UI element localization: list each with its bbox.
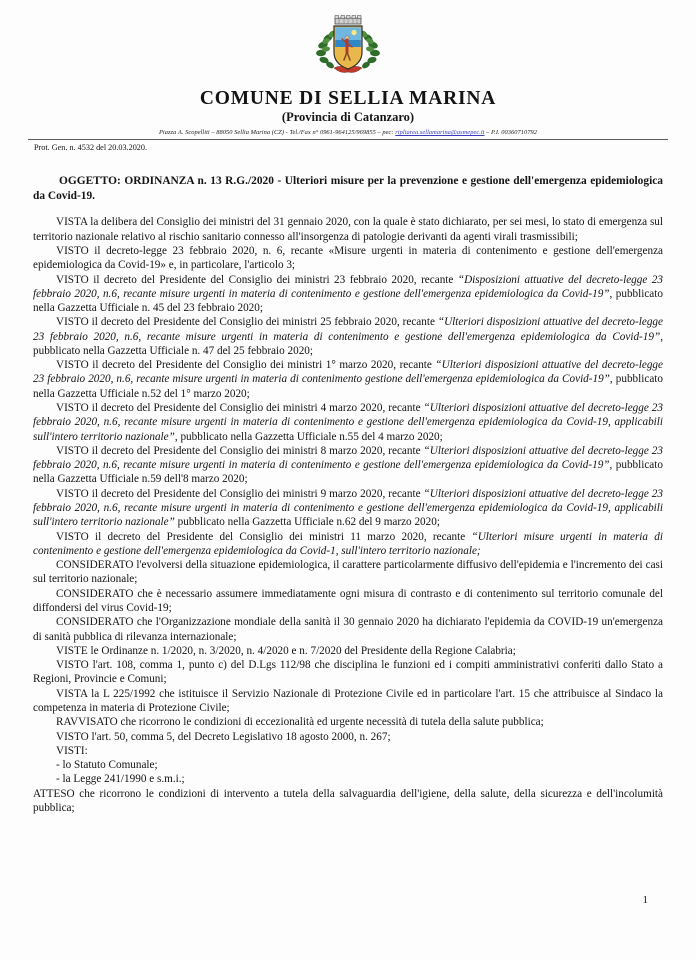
pec-email-link[interactable]: ripliarea.sellamarina@asmepec.it [395, 129, 485, 137]
paragraph-ravvisato: RAVVISATO che ricorrono le condizioni di eccezionalità ed urgente necessità di tutela della salute pubblica; [56, 716, 544, 729]
header-divider [28, 139, 668, 140]
paragraph-visti-statuto: - lo Statuto Comunale; [56, 759, 158, 772]
paragraph-vista-delibera: VISTA la delibera del Consiglio dei ministri del 31 gennaio 2020, con la quale è stato dichiarato, per sei mesi, lo stato di emergenza sul territorio nazionale relativo al rischio sanitario connesso all'insorgenza di patologie derivanti da agenti virali trasmissibili; [33, 216, 663, 243]
paragraph-vista-l225: VISTA la L 225/1992 che istituisce il Servizio Nazionale di Protezione Civile ed in particolare l'art. 15 che attribuisce al Sindaco la competenza in materia di Protezione Civile; [33, 687, 663, 714]
paragraph-viste-ordinanze: VISTE le Ordinanze n. 1/2020, n. 3/2020, n. 4/2020 e n. 7/2020 del Presidente della Regione Calabria; [56, 644, 516, 657]
coat-of-arms-icon [310, 14, 386, 84]
paragraph-visto-dpcm-9-marzo: VISTO il decreto del Presidente del Consiglio dei ministri 9 marzo 2020, recante “Ulteriori disposizioni attuative del decreto-legge 23 febbraio 2020, n.6, recante misure urgenti in materia di contenimento e gestione dell'emergenza epidemiologica da Covid-19, applicabili sull'intero territorio nazionale” pubblicato nella Gazzetta Ufficiale n.62 del 9 marzo 2020; [33, 487, 663, 529]
provincia-subtitle: (Provincia di Catanzaro) [281, 110, 415, 125]
paragraph-atteso: ATTESO che ricorrono le condizioni di intervento a tutela della salvaguardia dell'igiene, della salute, della sicurezza e dell'incolumità pubblica; [33, 787, 663, 814]
page-title: COMUNE DI SELLIA MARINA [199, 88, 497, 109]
paragraph-visto-dpcm-11-marzo: VISTO il decreto del Presidente del Consiglio dei ministri 11 marzo 2020, recante “Ulteriori misure urgenti in materia di contenimento e gestione dell'emergenza epidemiologica da Covid-1, sull'intero territorio nazionale; [33, 530, 663, 557]
paragraph-visto-art-108: VISTO l'art. 108, comma 1, punto c) del D.Lgs 112/98 che disciplina le funzioni ed i compiti amministrativi conferiti dallo Stato a Regioni, Provincie e Comuni; [33, 659, 663, 686]
letterhead [0, 0, 696, 152]
paragraph-considerato-necessario: CONSIDERATO che è necessario assumere immediatamente ogni misura di contrasto e di contenimento sul territorio comunale del diffondersi del virus Covid-19; [33, 587, 663, 614]
address-prefix: Piazza A. Scopelliti – 88050 Sellia Marina (CZ) - Tel./Fax n° 0961-964125/969855 – pec: [158, 129, 396, 137]
paragraph-visti: VISTI: [56, 744, 88, 757]
paragraph-visto-dpcm-25-febbraio: VISTO il decreto del Presidente del Consiglio dei ministri 25 febbraio 2020, recante “Ulteriori disposizioni attuative del decreto-legge 23 febbraio 2020, n.6, recante misure urgenti in materia di contenimento e gestione dell'emergenza epidemiologica da Covid-19”, pubblicato nella Gazzetta Ufficiale n. 47 del 25 febbraio 2020; [33, 316, 663, 357]
paragraph-considerato-oms: CONSIDERATO che l'Organizzazione mondiale della sanità il 30 gennaio 2020 ha dichiarato l'epidemia da COVID-19 un'emergenza di sanità pubblica di rilevanza internazionale; [33, 616, 663, 643]
address-line [0, 129, 696, 136]
paragraph-visto-dpcm-23-febbraio: VISTO il decreto del Presidente del Consiglio dei ministri 23 febbraio 2020, recante “Disposizioni attuative del decreto-legge 23 febbraio 2020, n.6, recante misure urgenti in materia di contenimento e gestione dell'emergenza epidemiologica da Covid-19”, pubblicato nella Gazzetta Ufficiale n. 45 del 23 febbraio 2020; [33, 273, 663, 315]
page-number: 1 [642, 894, 648, 906]
paragraph-visto-art-50: VISTO l'art. 50, comma 5, del Decreto Legislativo 18 agosto 2000, n. 267; [56, 730, 391, 743]
paragraph-visto-dpcm-1-marzo: VISTO il decreto del Presidente del Consiglio dei ministri 1° marzo 2020, recante “Ulteriori disposizioni attuative del decreto-legge 23 febbraio 2020, n.6, recante misure urgenti in materia di contenimento gestione dell'emergenza epidemiologica da Covid-19”, pubblicato nella Gazzetta Ufficiale n.52 del 1° marzo 2020; [33, 359, 663, 400]
protocol-number: Prot. Gen. n. 4532 del 20.03.2020. [34, 143, 148, 153]
paragraph-visti-legge241: - la Legge 241/1990 e s.m.i.; [56, 773, 185, 786]
paragraph-visto-dpcm-4-marzo: VISTO il decreto del Presidente del Consiglio dei ministri 4 marzo 2020, recante “Ulteriori disposizioni attuative del decreto-legge 23 febbraio 2020, n.6, recante misure urgenti in materia di contenimento e gestione dell'emergenza epidemiologica da Covid-19, applicabili sull'intero territorio nazionale”, pubblicato nella Gazzetta Ufficiale n.55 del 4 marzo 2020; [33, 402, 663, 443]
document-body [33, 215, 663, 815]
subject-line: OGGETTO: ORDINANZA n. 13 R.G./2020 - Ulteriori misure per la prevenzione e gestione dell'emergenza epidemiologica da Covid-19. [33, 175, 663, 202]
paragraph-considerato-evolversi: CONSIDERATO l'evolversi della situazione epidemiologica, il carattere particolarmente diffusivo dell'epidemia e l'incremento dei casi sul territorio nazionale; [33, 559, 663, 586]
paragraph-visto-dl-23-febbraio: VISTO il decreto-legge 23 febbraio 2020, n. 6, recante «Misure urgenti in materia di contenimento e gestione dell'emergenza epidemiologica da Covid-19» e, in particolare, l'articolo 3; [33, 244, 663, 272]
paragraph-visto-dpcm-8-marzo: VISTO il decreto del Presidente del Consiglio dei ministri 8 marzo 2020, recante “Ulteriori disposizioni attuative del decreto-legge 23 febbraio 2020, n.6, recante misure urgenti in materia di contenimento e gestione dell'emergenza epidemiologica da Covid-19”, pubblicato nella Gazzetta Ufficiale n.59 dell'8 marzo 2020; [33, 444, 663, 486]
address-suffix: – P.I. 00360710792 [484, 129, 538, 137]
